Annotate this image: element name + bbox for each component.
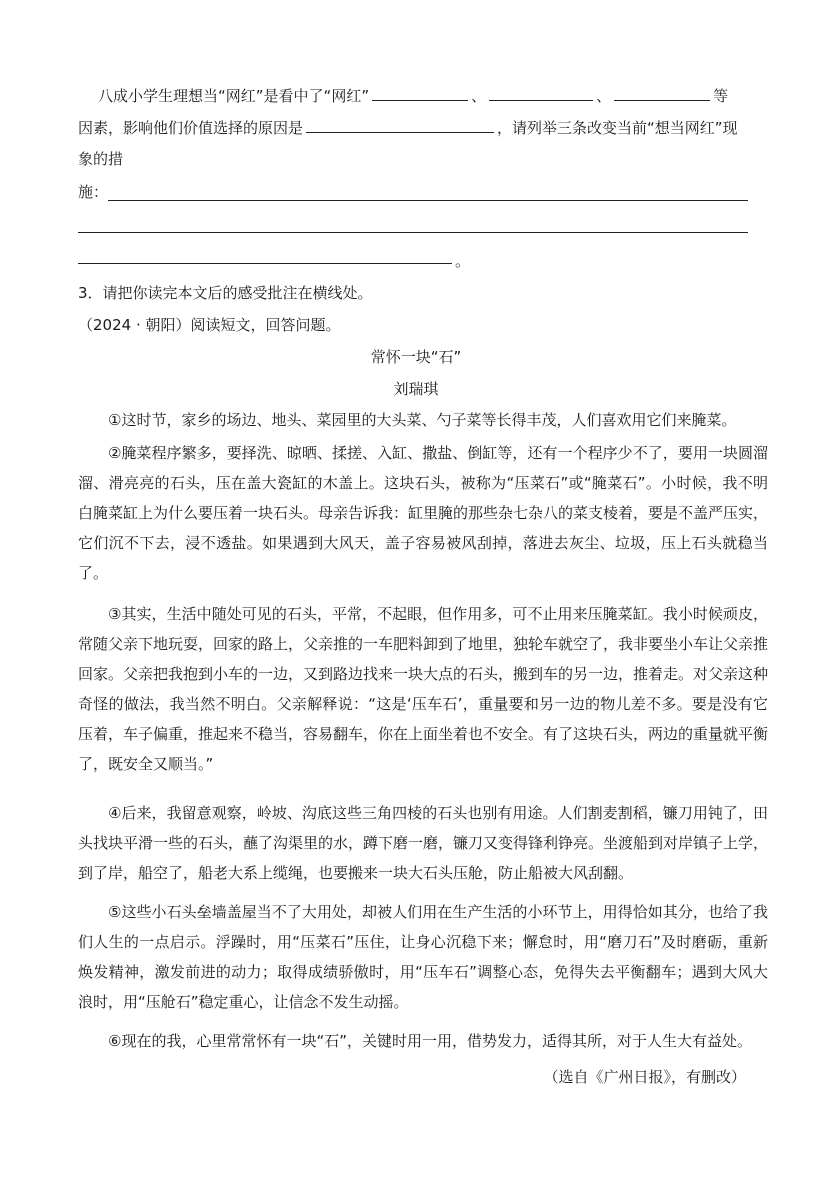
article-paragraph-1: ①这时节，家乡的场边、地头、菜园里的大头菜、勺子菜等长得丰茂，人们喜欢用它们来腌菜。 bbox=[108, 411, 737, 429]
question-text: 八成小学生理想当“网红”是看中了“网红” bbox=[98, 87, 370, 105]
punctuation: 。 bbox=[455, 252, 471, 270]
question-line-2 bbox=[78, 116, 768, 138]
answer-blank-2[interactable] bbox=[489, 84, 593, 101]
question-line-6-end bbox=[455, 250, 495, 272]
separator: 、 bbox=[596, 87, 612, 105]
answer-line-2[interactable] bbox=[78, 231, 748, 233]
answer-line-1[interactable] bbox=[108, 199, 748, 201]
separator: 、 bbox=[471, 87, 487, 105]
article-source: （选自《广州日报》，有删改） bbox=[543, 1068, 746, 1086]
question-text: 象的措 bbox=[78, 150, 124, 168]
reading-intro bbox=[78, 314, 768, 336]
answer-line-3[interactable] bbox=[78, 262, 452, 264]
reading-intro-text: （2024 · 朝阳）阅读短文，回答问题。 bbox=[78, 316, 341, 334]
article-paragraph-6: ⑥现在的我，心里常常怀有一块“石”，关键时用一用，借势发力，适得其所，对于人生大有益处。 bbox=[108, 1032, 752, 1050]
item-3 bbox=[78, 282, 768, 304]
question-line-3 bbox=[78, 148, 768, 170]
question-line-1 bbox=[98, 84, 788, 106]
article-paragraph-3: ③其实，生活中随处可见的石头，平常，不起眼，但作用多，可不止用来压腌菜缸。我小时候顽皮，常随父亲下地玩耍，回家的路上，父亲推的一车肥料卸到了地里，独轮车就空了，我非要坐小车让父亲推回家。父亲把我抱到小车的一边，又到路边找来一块大点的石头，搬到车的另一边，推着走。对父亲这种奇怪的做法，我当然不明白。父亲解释说：“这是‘压车石’，重量要和另一边的物儿差不多。要是没有它压着，车子偏重，推起来不稳当，容易翻车，你在上面坐着也不安全。有了这块石头，两边的重量就平衡了，既安全又顺当。” bbox=[78, 605, 769, 773]
question-text: 因素，影响他们价值选择的原因是 bbox=[78, 119, 304, 137]
article-paragraph-5: ⑤这些小石头垒墙盖屋当不了大用处，却被人们用在生产生活的小环节上，用得恰如其分，也给了我们人生的一点启示。浮躁时，用“压菜石”压住，让身心沉稳下来；懈怠时，用“磨刀石”及时磨砺，重新焕发精神，激发前进的动力；取得成绩骄傲时，用“压车石”调整心态，免得失去平衡翻车；遇到大风大浪时，用“压舱石”稳定重心，让信念不发生动摇。 bbox=[78, 903, 768, 1011]
answer-blank-4[interactable] bbox=[306, 116, 494, 133]
article-author: 刘瑞琪 bbox=[393, 380, 439, 398]
question-text: ，请列举三条改变当前“想当网红”现 bbox=[497, 119, 738, 137]
article-title: 常怀一块“石” bbox=[370, 348, 462, 366]
item-3-text: 3．请把你读完本文后的感受批注在横线处。 bbox=[78, 284, 373, 302]
question-text: 等 bbox=[713, 87, 729, 105]
question-text: 施： bbox=[78, 183, 109, 201]
article-paragraph-4: ④后来，我留意观察，岭坡、沟底这些三角四棱的石头也别有用途。人们割麦割稻，镰刀用钝了，田头找块平滑一些的石头，蘸了沟渠里的水，蹲下磨一磨，镰刀又变得锋利铮亮。坐渡船到对岸镇子上学，到了岸，船空了，船老大系上缆绳，也要搬来一块大石头压舱，防止船被大风刮翻。 bbox=[78, 804, 769, 882]
article-paragraph-2: ②腌菜程序繁多，要择洗、晾晒、揉搓、入缸、撒盐、倒缸等，还有一个程序少不了，要用一块圆溜溜、滑亮亮的石头，压在盖大瓷缸的木盖上。这块石头，被称为“压菜石”或“腌菜石”。小时候，我不明白腌菜缸上为什么要压着一块石头。母亲告诉我：缸里腌的那些杂七杂八的菜支棱着，要是不盖严压实，它们沉不下去，浸不透盐。如果遇到大风天，盖子容易被风刮掉，落进去灰尘、垃圾，压上石头就稳当了。 bbox=[78, 444, 769, 582]
answer-blank-1[interactable] bbox=[372, 84, 468, 101]
answer-blank-3[interactable] bbox=[614, 84, 710, 101]
